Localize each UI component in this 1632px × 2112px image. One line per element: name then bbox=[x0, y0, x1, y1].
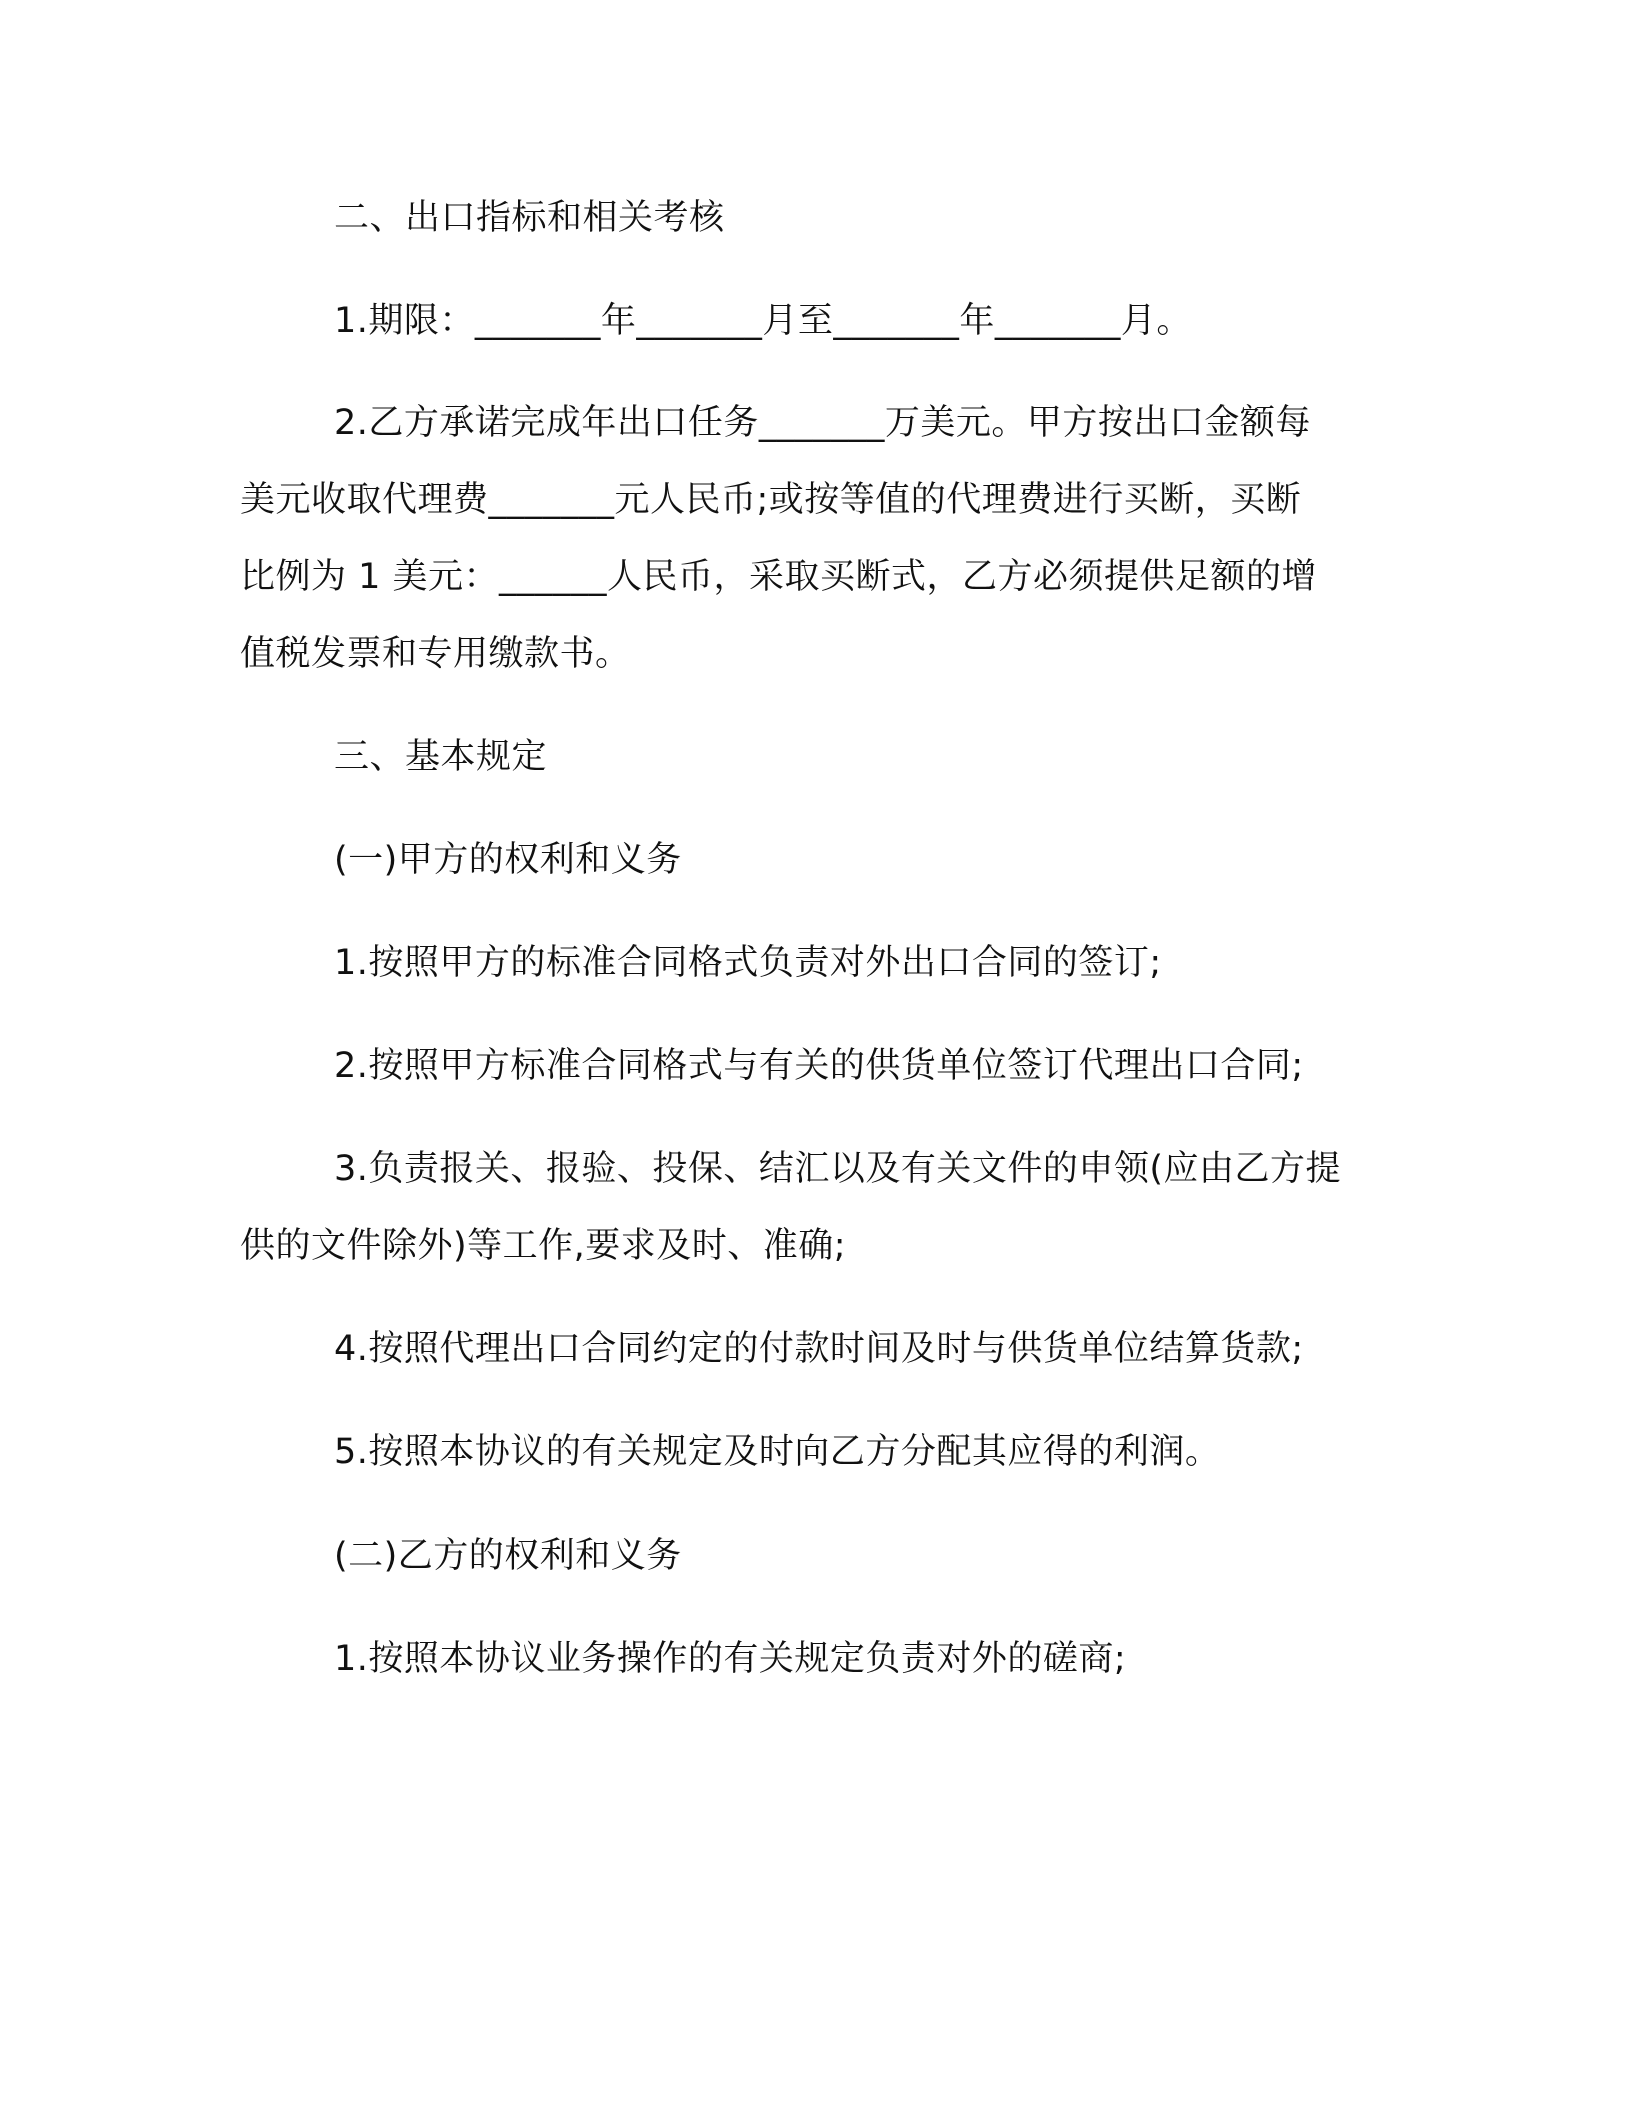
party-a-item-3-line-1: 3.负责报关、报验、投保、结汇以及有关文件的申领(应由乙方提 bbox=[334, 1149, 1342, 1189]
party-a-item-2: 2.按照甲方标准合同格式与有关的供货单位签订代理出口合同; bbox=[334, 1046, 1304, 1086]
clause-export-task-line-2: 美元收取代理费_______元人民币;或按等值的代理费进行买断，买断 bbox=[240, 480, 1302, 520]
party-a-item-1: 1.按照甲方的标准合同格式负责对外出口合同的签订; bbox=[334, 943, 1162, 983]
section-heading-export-targets: 二、出口指标和相关考核 bbox=[334, 198, 725, 238]
party-a-item-4: 4.按照代理出口合同约定的付款时间及时与供货单位结算货款; bbox=[334, 1329, 1304, 1369]
clause-export-task-line-3: 比例为 1 美元：______人民币，采取买断式，乙方必须提供足额的增 bbox=[240, 557, 1318, 597]
subsection-heading-party-a: (一)甲方的权利和义务 bbox=[334, 840, 682, 880]
party-b-item-1: 1.按照本协议业务操作的有关规定负责对外的磋商; bbox=[334, 1639, 1127, 1679]
subsection-heading-party-b: (二)乙方的权利和义务 bbox=[334, 1536, 682, 1576]
section-heading-basic-rules: 三、基本规定 bbox=[334, 737, 548, 777]
clause-export-task-line-1: 2.乙方承诺完成年出口任务_______万美元。甲方按出口金额每 bbox=[334, 403, 1311, 443]
clause-term: 1.期限：_______年_______月至_______年_______月。 bbox=[334, 301, 1192, 341]
party-a-item-3-line-2: 供的文件除外)等工作,要求及时、准确; bbox=[240, 1226, 847, 1266]
party-a-item-5: 5.按照本协议的有关规定及时向乙方分配其应得的利润。 bbox=[334, 1432, 1221, 1472]
clause-export-task-line-4: 值税发票和专用缴款书。 bbox=[240, 634, 631, 674]
